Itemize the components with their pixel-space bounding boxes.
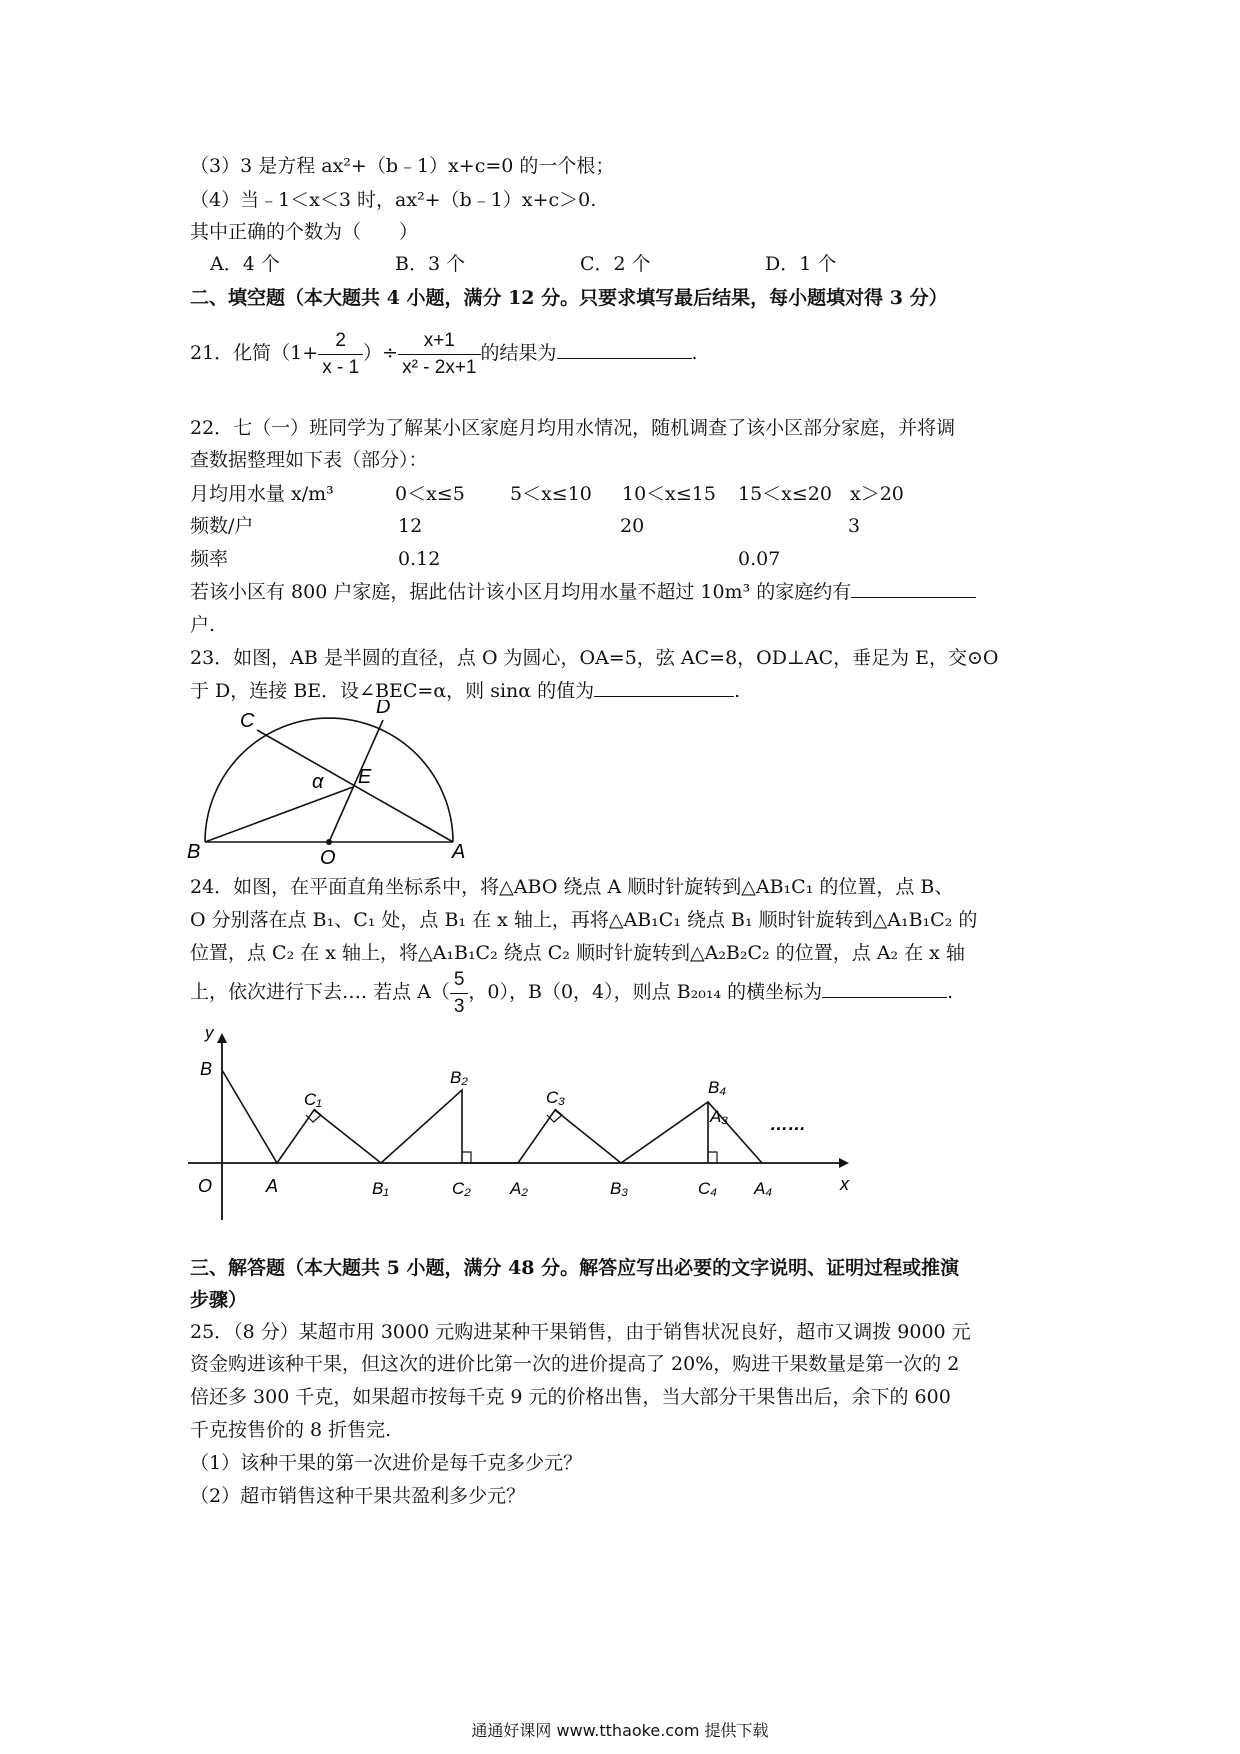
q22-answer-blank[interactable] <box>851 579 976 598</box>
q20-item3: （3）3 是方程 ax²+（b﹣1）x+c=0 的一个根； <box>190 155 615 177</box>
table-row-header-rate: 频率 <box>190 548 229 570</box>
rotation-path <box>222 1070 762 1163</box>
y-axis-arrow-icon <box>217 1033 227 1043</box>
x-axis-arrow-icon <box>839 1158 849 1168</box>
label-o: O <box>320 847 336 865</box>
label-b4: B₄ <box>708 1078 727 1097</box>
label-ellipsis: …… <box>770 1114 806 1134</box>
label-c1: C₁ <box>304 1090 322 1109</box>
table-col-2: 5＜x≤10 <box>510 483 592 505</box>
table-row-header-freq: 频数/户 <box>190 515 254 537</box>
section3-heading-line2: 步骤） <box>190 1289 248 1311</box>
section2-heading: 二、填空题（本大题共 4 小题，满分 12 分。只要求填写最后结果，每小题填对得 3 分） <box>190 287 948 309</box>
table-row-header-usage: 月均用水量 x/m³ <box>190 483 334 505</box>
q21-frac2-num: x+1 <box>398 328 480 355</box>
q21-frac2-den: x² - 2x+1 <box>402 356 477 378</box>
q21-prefix: 21．化简（1+ <box>190 342 319 364</box>
q25-line4: 千克按售价的 8 折售完. <box>190 1419 392 1441</box>
q24-rotation-figure <box>180 1025 860 1225</box>
q21-frac1-num: 2 <box>318 328 363 355</box>
q20-stem: 其中正确的个数为（ ） <box>190 221 419 243</box>
q24-line4-a: 上，依次进行下去…. 若点 A（ <box>190 981 450 1003</box>
option-d: D．1 个 <box>765 253 837 275</box>
q22-line4: 户. <box>190 614 216 636</box>
section3-heading-line1: 三、解答题（本大题共 5 小题，满分 48 分。解答应写出必要的文字说明、证明过程或推演 <box>190 1257 960 1279</box>
q21-frac1-den: x - 1 <box>322 356 360 378</box>
label-x: x <box>840 1174 849 1194</box>
option-b: B．3 个 <box>395 253 466 275</box>
q24-line3: 位置，点 C₂ 在 x 轴上，将△A₁B₁C₂ 绕点 C₂ 顺时针旋转到△A₂B₂C₂ 的位置，点 A₂ 在 x 轴 <box>190 942 965 964</box>
label-c2: C₂ <box>452 1179 471 1198</box>
label-b3: B₃ <box>610 1179 629 1198</box>
q20-options <box>210 250 950 278</box>
q21 <box>190 326 698 384</box>
q24-answer-blank[interactable] <box>822 979 947 998</box>
table-col-3: 10＜x≤15 <box>622 483 716 505</box>
table-cell-freq-5: 3 <box>848 515 861 537</box>
label-c: C <box>240 710 255 732</box>
q25-line2: 资金购进该种干果，但这次的进价比第一次的进价提高了 20%，购进干果数量是第一次的 2 <box>190 1353 960 1375</box>
table-col-1: 0＜x≤5 <box>395 483 465 505</box>
label-b2: B₂ <box>450 1068 468 1087</box>
q24-end: . <box>947 981 954 1003</box>
q25-line1: 25．（8 分）某超市用 3000 元购进某种干果销售，由于销售状况良好，超市又调拨 9000 元 <box>190 1321 971 1343</box>
q24-line4-b: ，0），B（0，4），则点 B₂₀₁₄ 的横坐标为 <box>468 981 823 1003</box>
chord-ac <box>257 730 453 842</box>
table-col-4: 15＜x≤20 <box>738 483 832 505</box>
q24-frac-num: 5 <box>450 967 469 994</box>
label-b: B <box>187 841 201 863</box>
q22-line3-text: 若该小区有 800 户家庭，据此估计该小区月均用水量不超过 10m³ 的家庭约有 <box>190 581 852 603</box>
label-a3: A₃ <box>710 1107 729 1126</box>
q23-end: . <box>734 680 741 702</box>
label-a4: A₄ <box>754 1179 773 1198</box>
semicircle-arc <box>205 718 453 842</box>
q22-line3 <box>190 578 976 606</box>
label-c4: C₄ <box>698 1179 718 1198</box>
label-c3: C₃ <box>546 1088 566 1107</box>
table-cell-freq-3: 20 <box>620 515 645 537</box>
q23-answer-blank[interactable] <box>594 678 734 697</box>
q21-suffix: 的结果为 <box>480 342 557 364</box>
q22-line2: 查数据整理如下表（部分）： <box>190 449 428 471</box>
right-angle-mark-c4 <box>708 1152 717 1163</box>
segment-be <box>205 787 353 842</box>
q24-line2: O 分别落在点 B₁、C₁ 处，点 B₁ 在 x 轴上，再将△AB₁C₁ 绕点 B₁ 顺时针旋转到△A₁B₁C₂ 的 <box>190 909 978 931</box>
q21-middle: ）÷ <box>363 342 399 364</box>
center-point-o <box>326 839 332 845</box>
label-b1: B₁ <box>372 1179 389 1198</box>
q24-fraction <box>450 967 469 1020</box>
q25-line3: 倍还多 300 千克，如果超市按每千克 9 元的价格出售，当大部分干果售出后，余下的 600 <box>190 1386 951 1408</box>
q21-fraction-2 <box>398 328 480 381</box>
q24-line1: 24．如图，在平面直角坐标系中，将△ABO 绕点 A 顺时针旋转到△AB₁C₁ 的位置，点 B、 <box>190 876 954 898</box>
segment-od <box>329 720 383 842</box>
option-a: A．4 个 <box>210 253 280 275</box>
q25-sub2: （2）超市销售这种干果共盈利多少元？ <box>190 1485 526 1507</box>
table-col-5: x＞20 <box>850 483 904 505</box>
q23-line1: 23．如图，AB 是半圆的直径，点 O 为圆心，OA=5，弦 AC=8，OD⊥AC，垂足为 E，交⊙O <box>190 647 999 669</box>
right-angle-mark-c2 <box>462 1152 471 1163</box>
q23-semicircle-figure <box>180 700 480 865</box>
label-b: B <box>200 1059 213 1079</box>
q25-sub1: （1）该种干果的第一次进价是每千克多少元？ <box>190 1452 583 1474</box>
label-e: E <box>358 766 372 788</box>
option-c: C．2 个 <box>580 253 651 275</box>
q22-line1: 22．七（一）班同学为了解某小区家庭月均用水情况，随机调查了该小区部分家庭，并将调 <box>190 417 956 439</box>
label-alpha: α <box>312 771 324 793</box>
q23-line2-text: 于 D，连接 BE．设∠BEC=α，则 sinα 的值为 <box>190 680 595 702</box>
label-a: A <box>452 841 466 863</box>
q21-answer-blank[interactable] <box>557 340 692 359</box>
q20-item4: （4）当﹣1＜x＜3 时，ax²+（b﹣1）x+c＞0. <box>190 189 597 211</box>
label-d: D <box>376 700 391 718</box>
table-cell-rate-4: 0.07 <box>738 548 781 570</box>
table-cell-freq-1: 12 <box>398 515 423 537</box>
page-footer: 通通好课网 www.tthaoke.com 提供下载 <box>471 1721 769 1740</box>
label-o: O <box>198 1176 213 1196</box>
q21-fraction-1 <box>318 328 363 381</box>
label-a2: A₂ <box>510 1179 528 1198</box>
q24-frac-den: 3 <box>453 995 465 1017</box>
label-y: y <box>205 1025 214 1042</box>
q21-end: . <box>691 342 698 364</box>
table-cell-rate-1: 0.12 <box>398 548 441 570</box>
label-a: A <box>266 1176 279 1196</box>
q24-line4 <box>190 964 953 1022</box>
